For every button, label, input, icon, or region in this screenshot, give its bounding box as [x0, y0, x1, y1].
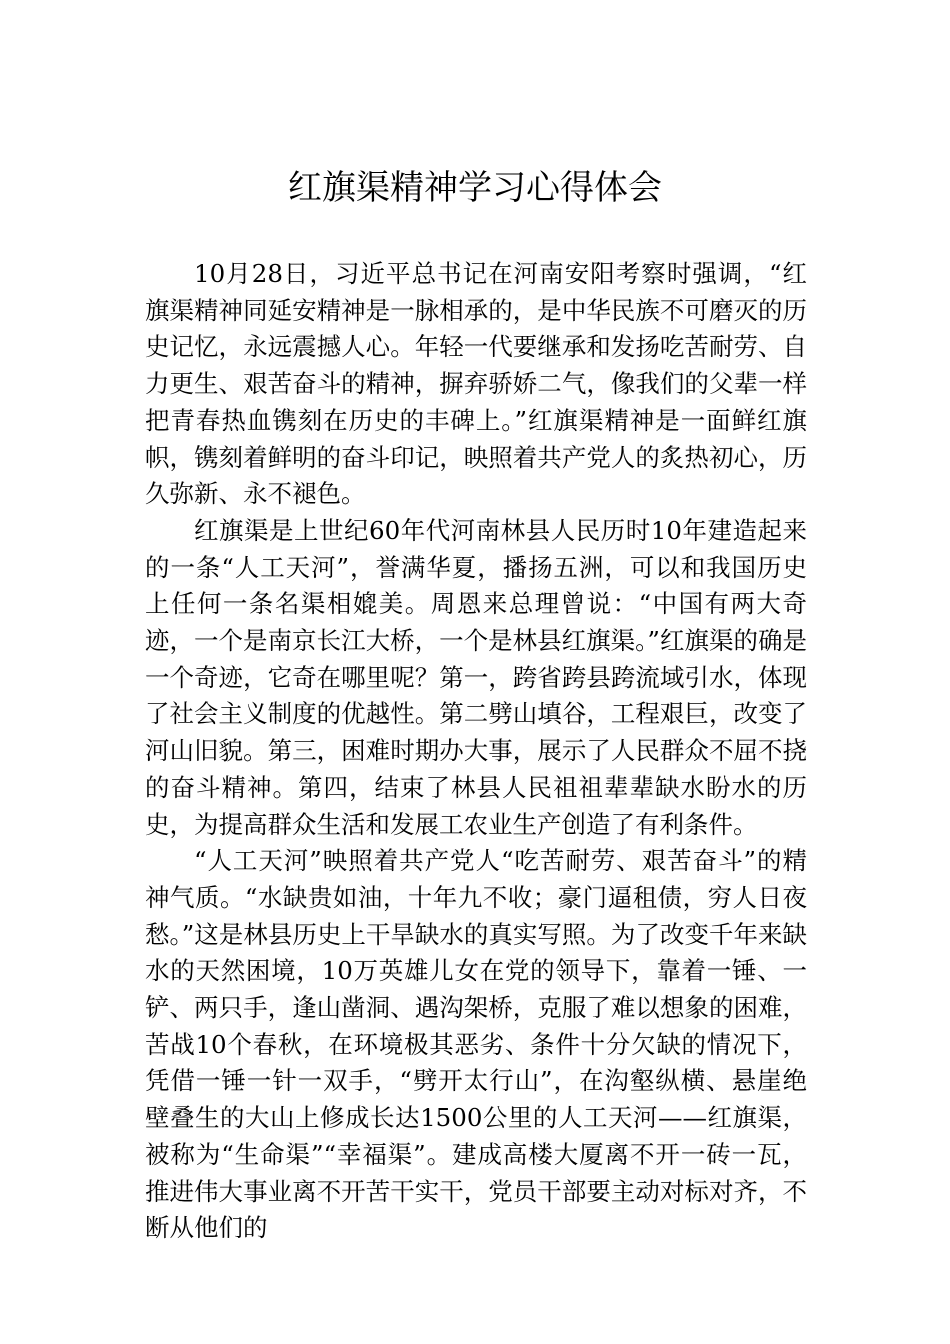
paragraph-2: 红旗渠是上世纪60年代河南林县人民历时10年建造起来的一条“人工天河”，誉满华夏，播扬五洲，可以和我国历史上任何一条名渠相媲美。周恩来总理曾说：“中国有两大奇迹，一个是南京长江大桥，一个是林县红旗渠。”红旗渠的确是一个奇迹，它奇在哪里呢？第一，跨省跨县跨流域引水，体现了社会主义制度的优越性。第二劈山填谷，工程艰巨，改变了河山旧貌。第三，困难时期办大事，展示了人民群众不屈不挠的奋斗精神。第四，结束了林县人民祖祖辈辈缺水盼水的历史，为提高群众生活和发展工农业生产创造了有利条件。 — [145, 515, 807, 839]
document-title: 红旗渠精神学习心得体会 — [288, 168, 662, 208]
document-body — [145, 256, 807, 1247]
paragraph-3: “人工天河”映照着共产党人“吃苦耐劳、艰苦奋斗”的精神气质。“水缺贵如油，十年九不收；豪门逼租债，穷人日夜愁。”这是林县历史上干旱缺水的真实写照。为了改变千年来缺水的天然困境，10万英雄儿女在党的领导下，靠着一锤、一铲、两只手，逢山凿洞、遇沟架桥，克服了难以想象的困难，苦战10个春秋，在环境极其恶劣、条件十分欠缺的情况下，凭借一锤一针一双手，“劈开太行山”，在沟壑纵横、悬崖绝壁叠生的大山上修成长达1500公里的人工天河——红旗渠，被称为“生命渠”“幸福渠”。建成高楼大厦离不开一砖一瓦，推进伟大事业离不开苦干实干，党员干部要主动对标对齐，不断从他们的 — [145, 846, 807, 1243]
paragraph-1: 10月28日，习近平总书记在河南安阳考察时强调，“红旗渠精神同延安精神是一脉相承的，是中华民族不可磨灭的历史记忆，永远震撼人心。年轻一代要继承和发扬吃苦耐劳、自力更生、艰苦奋斗的精神，摒弃骄娇二气，像我们的父辈一样把青春热血镌刻在历史的丰碑上。”红旗渠精神是一面鲜红旗帜，镌刻着鲜明的奋斗印记，映照着共产党人的炙热初心，历久弥新、永不褪色。 — [145, 259, 807, 509]
